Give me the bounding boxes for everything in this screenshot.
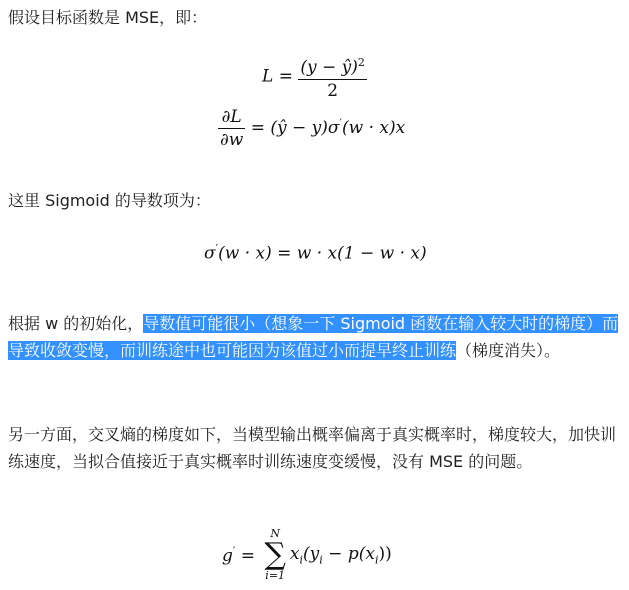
- sum-sigma: ∑: [264, 537, 286, 572]
- y-subscript: i: [319, 553, 323, 567]
- g-prime: ′: [232, 544, 236, 558]
- loss-denominator: 2: [327, 80, 339, 101]
- g-symbol: g: [222, 545, 233, 566]
- gradient-rhs-b: (w · x)x: [342, 118, 406, 138]
- selected-text[interactable]: 导数值可能很小（想象一下 Sigmoid 函数在输入较大时的梯度）而导致收敛变慢，而训练途中也可能因为该值过小而提早终止训练: [8, 314, 619, 360]
- sum-upper-limit: N: [270, 527, 280, 540]
- p-term: − p(x: [322, 543, 375, 564]
- sigmoid-derivative-rest: (w · x) = w · x(1 − w · x): [218, 243, 427, 264]
- gradient-numerator: [218, 106, 245, 129]
- intro-text: 假设目标函数是 MSE，即：: [8, 8, 208, 27]
- closing-parens: )): [378, 543, 392, 564]
- cross-entropy-paragraph: 另一方面，交叉熵的梯度如下，当模型输出概率偏离于真实概率时，梯度较大，加快训练速度，当拟合值接近于真实概率时训练速度变缓慢，没有 MSE 的问题。: [8, 425, 617, 471]
- g-term: [222, 546, 260, 566]
- sigmoid-derivative-equation: [204, 242, 427, 264]
- loss-numerator-text: (y − ŷ): [300, 57, 358, 78]
- loss-symbol: L: [262, 66, 274, 87]
- loss-fraction: [298, 52, 367, 102]
- cross-entropy-gradient-equation: [222, 528, 392, 582]
- equals-sign: =: [273, 66, 299, 87]
- gradient-denominator-text: ∂w: [220, 130, 244, 150]
- gradient-prime: ′: [339, 116, 343, 130]
- sum-lower-limit: i=1: [265, 569, 286, 582]
- gradient-rhs-a: = (ŷ − y)σ: [245, 118, 340, 138]
- init-paragraph-post: （梯度消失）。: [456, 341, 561, 360]
- loss-equation: [262, 52, 367, 102]
- sigma-symbol: σ: [204, 243, 216, 264]
- init-paragraph: [8, 310, 620, 364]
- gradient-numerator-text: ∂L: [221, 107, 242, 127]
- summation: [264, 528, 285, 582]
- loss-exponent: 2: [357, 56, 365, 69]
- y-term: (y: [303, 543, 320, 564]
- sigma-prime: ′: [215, 242, 219, 255]
- gradient-equation: [218, 106, 405, 151]
- init-paragraph-pre: 根据 w 的初始化，: [8, 314, 144, 333]
- x-subscript: i: [299, 553, 303, 567]
- sigmoid-intro-text: 这里 Sigmoid 的导数项为：: [8, 191, 211, 210]
- gradient-fraction: [218, 106, 245, 151]
- x-symbol: x: [289, 543, 300, 564]
- loss-numerator: [298, 52, 367, 80]
- gradient-denominator: [218, 129, 245, 151]
- sum-body: [289, 543, 392, 567]
- p-subscript: i: [374, 553, 379, 567]
- equals-sign-4: =: [235, 545, 261, 566]
